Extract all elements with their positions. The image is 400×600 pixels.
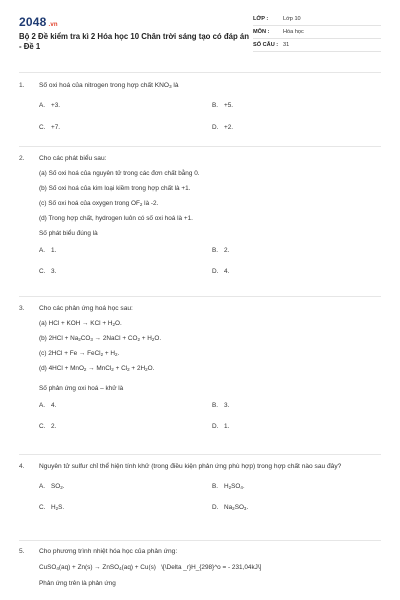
option-d[interactable]: D. Na2SO3. <box>212 504 249 512</box>
question-prompt: Số phát biểu đúng là <box>39 230 98 238</box>
option-c[interactable]: C. 3. <box>39 268 57 276</box>
option-b[interactable]: B. 2. <box>212 247 230 255</box>
question-4 <box>19 463 381 516</box>
question-number: 4. <box>19 463 25 470</box>
option-c[interactable]: C. 2. <box>39 423 57 431</box>
statement-c: (c) Số oxi hoá của oxygen trong OF2 là -2. <box>39 200 159 208</box>
meta-key: SỐ CÂU : <box>253 41 279 48</box>
page-title: Bộ 2 Đề kiểm tra kì 2 Hóa học 10 Chân trời sáng tạo có đáp án - Đề 1 <box>19 32 249 52</box>
option-c[interactable]: C. +7. <box>39 124 61 132</box>
equation-latex: \[\Delta _r}H_{298}^o = - 231,04kJ\] <box>161 564 262 572</box>
meta-value: Lớp 10 <box>283 15 301 22</box>
option-c[interactable]: C. H2S. <box>39 504 65 512</box>
option-b[interactable]: B. +5. <box>212 102 234 110</box>
option-b[interactable]: B. 3. <box>212 402 230 410</box>
meta-grade <box>253 13 381 26</box>
site-logo[interactable]: 2048 .vn <box>19 15 58 29</box>
question-prompt: Phản ứng trên là phản ứng <box>39 580 116 588</box>
statement-d: (d) Trong hợp chất, hydrogen luôn có số oxi hoá là +1. <box>39 215 193 223</box>
reaction-a: (a) HCl + KOH → KCl + H2O. <box>39 320 122 328</box>
question-number: 5. <box>19 548 25 555</box>
option-b[interactable]: B. H2SO4. <box>212 483 245 491</box>
option-a[interactable]: A. +3. <box>39 102 61 110</box>
meta-info <box>253 13 381 52</box>
statement-a: (a) Số oxi hoá của nguyên tử trong các đơn chất bằng 0. <box>39 170 200 178</box>
question-2 <box>19 155 381 280</box>
question-number: 3. <box>19 305 25 312</box>
meta-count <box>253 39 381 52</box>
question-text: Số oxi hoá của nitrogen trong hợp chất KNO3 là <box>39 82 179 89</box>
question-5 <box>19 548 381 588</box>
option-d[interactable]: D. 4. <box>212 268 230 276</box>
reaction-d: (d) 4HCl + MnO2 → MnCl2 + Cl2 + 2H2O. <box>39 365 155 373</box>
question-number: 1. <box>19 82 25 89</box>
question-number: 2. <box>19 155 25 162</box>
option-d[interactable]: D. 1. <box>212 423 230 431</box>
option-a[interactable]: A. 1. <box>39 247 57 255</box>
meta-value: Hóa học <box>283 28 304 35</box>
reaction-b: (b) 2HCl + Na2CO3 → 2NaCl + CO2 + H2O. <box>39 335 162 343</box>
question-3 <box>19 305 381 435</box>
header-divider <box>19 72 381 73</box>
page-header <box>0 0 400 72</box>
question-text: Nguyên tử sulfur chỉ thể hiện tính khử (trong điều kiện phản ứng phù hợp) trong hợp chất nào sau đây? <box>39 463 342 470</box>
meta-value: 31 <box>283 41 290 48</box>
question-divider <box>19 540 381 541</box>
reaction-c: (c) 2HCl + Fe → FeCl2 + H2. <box>39 350 120 358</box>
question-text: Cho phương trình nhiệt hóa học của phản ứng: <box>39 548 178 555</box>
statement-b: (b) Số oxi hoá của kim loại kiềm trong hợp chất là +1. <box>39 185 191 193</box>
meta-subject <box>253 26 381 39</box>
question-text: Cho các phát biểu sau: <box>39 155 107 162</box>
thermo-equation: CuSO4(aq) + Zn(s) → ZnSO4(aq) + Cu(s) \[\Delta _r}H_{298}^o = - 231,04kJ\] <box>39 564 262 572</box>
question-divider <box>19 296 381 297</box>
question-prompt: Số phản ứng oxi hoá – khử là <box>39 385 124 393</box>
question-text: Cho các phản ứng hoá học sau: <box>39 305 133 312</box>
question-divider <box>19 146 381 147</box>
option-d[interactable]: D. +2. <box>212 124 234 132</box>
meta-key: MÔN : <box>253 28 270 35</box>
question-divider <box>19 454 381 455</box>
meta-key: LỚP : <box>253 15 269 22</box>
option-a[interactable]: A. 4. <box>39 402 57 410</box>
question-1 <box>19 82 381 136</box>
option-a[interactable]: A. SO2. <box>39 483 65 491</box>
